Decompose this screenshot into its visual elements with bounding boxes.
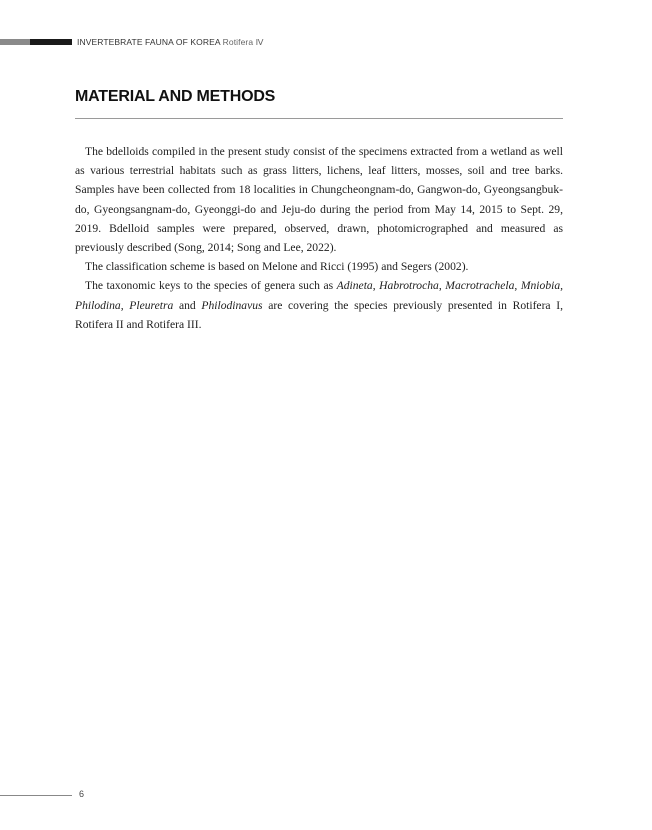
- paragraph-3: [75, 276, 563, 334]
- p3-separator: ,: [438, 279, 446, 293]
- genus-name: Philodinavus: [201, 298, 263, 312]
- volume-label: Rotifera Ⅳ: [222, 37, 264, 47]
- genus-name: Habrotrocha: [379, 279, 439, 293]
- body-text: [75, 142, 563, 334]
- page-number: 6: [79, 789, 85, 799]
- running-head: [77, 37, 264, 48]
- header-decorative-bar: [0, 39, 72, 45]
- header-bar-dark-segment: [30, 39, 72, 45]
- p3-outro: are covering the species previously presented in Rotifera I, Rotifera II and Rotifera III.: [75, 298, 564, 331]
- p3-separator: ,: [372, 279, 380, 293]
- p3-separator: and: [173, 298, 202, 312]
- paragraph-1: The bdelloids compiled in the present study consist of the specimens extracted from a wetland as well as various terrestrial habitats such as grass litters, lichens, leaf litters, mosses, soil and tree barks. Samples have been collected from 18 localities in Chungcheongnam-do, Gangwon-do, Gyeongsangbuk-do, Gyeongsangnam-do, Gyeonggi-do and Jeju-do during the period from May 14, 2015 to Sept. 29, 2019. Bdelloid samples were prepared, observed, drawn, photomicrographed and measured as previously described (Song, 2014; Song and Lee, 2022).: [75, 145, 563, 255]
- title-divider: [75, 118, 563, 119]
- genus-name: Mniobia, Philodina, Pleuretra: [75, 279, 564, 312]
- series-title: INVERTEBRATE FAUNA OF KOREA: [77, 37, 221, 47]
- genus-name: Macrotrachela: [445, 279, 515, 293]
- genus-name: Adineta: [336, 279, 373, 293]
- p3-intro: The taxonomic keys to the species of genera such as: [85, 279, 337, 293]
- footer-divider: [0, 795, 72, 796]
- paragraph-2: The classification scheme is based on Melone and Ricci (1995) and Segers (2002).: [85, 260, 469, 274]
- header-bar-gray-segment: [0, 39, 30, 45]
- p3-separator: ,: [514, 279, 521, 293]
- section-title: MATERIAL AND METHODS: [75, 88, 276, 105]
